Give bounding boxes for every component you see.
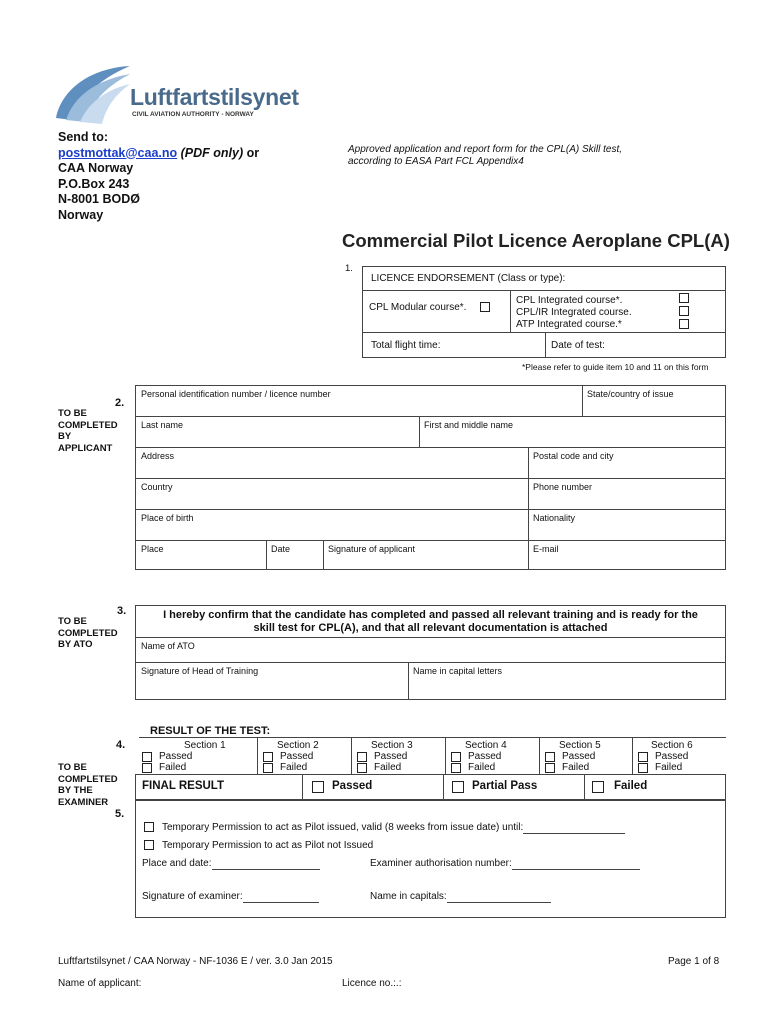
or-text: or [246, 145, 260, 160]
side-text: APPLICANT [58, 442, 113, 454]
send-to-heading: Send to: [58, 130, 108, 144]
ato-confirmation [136, 609, 725, 635]
section-label: Section 6 [651, 740, 693, 751]
side-text: BY THE [58, 785, 93, 796]
section-3-failed-checkbox[interactable] [357, 763, 367, 773]
failed-label: Failed [562, 762, 590, 773]
failed-label: Failed [159, 762, 187, 773]
examiner-signature-field[interactable] [243, 891, 319, 903]
side-text: COMPLETED [58, 419, 118, 431]
passed-label: Passed [468, 751, 502, 762]
address-line: CAA Norway [58, 161, 134, 175]
place-date-field[interactable] [212, 858, 320, 870]
nationality-label: Nationality [533, 513, 576, 523]
head-of-training-label: Signature of Head of Training [141, 666, 259, 676]
state-label: State/country of issue [587, 389, 674, 399]
endorsement-label: LICENCE ENDORSEMENT (Class or type): [371, 273, 566, 284]
guide-note: *Please refer to guide item 10 and 11 on this form [522, 362, 709, 372]
final-partial-label: Partial Pass [472, 780, 538, 792]
section-6-failed-checkbox[interactable] [638, 763, 648, 773]
email-label: E-mail [533, 544, 559, 554]
section-1-passed-checkbox[interactable] [142, 752, 152, 762]
address-label: Address [141, 451, 175, 461]
examiner-signature-line [142, 891, 319, 903]
cpl-integrated-label: CPL Integrated course*. [516, 295, 623, 306]
side-text: EXAMINER [58, 796, 109, 808]
page-number: Page 1 of 8 [668, 956, 720, 967]
section-result-2 [259, 738, 353, 774]
section-4-passed-checkbox[interactable] [451, 752, 461, 762]
country-label: Country [141, 482, 173, 492]
section-label: Section 5 [559, 740, 601, 751]
address-line: N-8001 BODØ [58, 192, 140, 206]
side-text: BY [58, 431, 72, 442]
footer-form-id: Luftfartstilsynet / CAA Norway - NF-1036 E / ver. 3.0 Jan 2015 [58, 956, 333, 967]
confirm-line-2: skill test for CPL(A), and that all relevant documentation is attached [253, 622, 608, 634]
failed-label: Failed [468, 762, 496, 773]
section-label: Section 3 [371, 740, 413, 751]
capital-letters-label: Name in capital letters [413, 666, 503, 676]
footer-name-applicant: Name of applicant: [58, 978, 142, 989]
cpl-ir-integrated-label: CPL/IR Integrated course. [516, 307, 632, 318]
cpl-integrated-checkbox[interactable] [679, 293, 689, 303]
section-1-failed-checkbox[interactable] [142, 763, 152, 773]
section-2-side-label [58, 408, 118, 454]
approved-line-2: according to EASA Part FCL Appendix4 [348, 156, 524, 167]
final-partial-checkbox[interactable] [452, 781, 464, 793]
section-result-6 [634, 738, 726, 774]
section-2-box [135, 385, 726, 570]
cpl-modular-label: CPL Modular course*. [369, 302, 467, 313]
section-5-box [135, 800, 726, 918]
section-result-5 [541, 738, 633, 774]
place-date-label: Place and date: [142, 858, 212, 869]
pdf-only-note: (PDF only) [180, 145, 244, 160]
name-capitals-line [370, 891, 551, 903]
examiner-auth-label: Examiner authorisation number: [370, 858, 512, 869]
temp-issued-label: Temporary Permission to act as Pilot issued, valid (8 weeks from issue date) until: [162, 822, 524, 833]
section-3-number: 3. [117, 605, 127, 617]
section-result-1 [139, 738, 257, 774]
side-text: COMPLETED [58, 773, 118, 785]
approved-note [348, 144, 622, 168]
section-3-box [135, 605, 726, 700]
address-line: Norway [58, 207, 104, 222]
side-text: COMPLETED [58, 627, 118, 639]
section-5-number: 5. [115, 808, 125, 820]
side-text: TO BE [58, 762, 87, 773]
section-2-passed-checkbox[interactable] [263, 752, 273, 762]
section-label: Section 1 [184, 740, 226, 751]
final-passed-checkbox[interactable] [312, 781, 324, 793]
passed-label: Passed [280, 751, 314, 762]
atp-integrated-label: ATP Integrated course.* [516, 319, 622, 330]
section-6-passed-checkbox[interactable] [638, 752, 648, 762]
temp-not-issued-label: Temporary Permission to act as Pilot not Issued [162, 840, 374, 851]
section-label: Section 2 [277, 740, 319, 751]
logo [52, 58, 299, 128]
name-capitals-label: Name in capitals: [370, 891, 447, 902]
cpl-modular-checkbox[interactable] [480, 302, 490, 312]
postal-label: Postal code and city [533, 451, 614, 461]
passed-label: Passed [562, 751, 596, 762]
sections-grid [139, 738, 726, 774]
email-link[interactable]: postmottak@caa.no [58, 145, 178, 160]
examiner-auth-line [370, 858, 640, 870]
section-label: Section 4 [465, 740, 507, 751]
last-name-label: Last name [141, 420, 184, 430]
final-result-row [135, 774, 726, 800]
pid-label: Personal identification number / licence number [141, 389, 331, 399]
send-to-email-line [58, 146, 259, 162]
examiner-auth-field[interactable] [512, 858, 640, 870]
passed-label: Passed [655, 751, 689, 762]
side-text: TO BE [58, 408, 87, 419]
passed-label: Passed [374, 751, 408, 762]
failed-label: Failed [374, 762, 402, 773]
section-2-failed-checkbox[interactable] [263, 763, 273, 773]
side-text: BY ATO [58, 639, 93, 650]
final-failed-checkbox[interactable] [592, 781, 604, 793]
total-flight-time-label: Total flight time: [371, 340, 441, 351]
section-4-number: 4. [116, 739, 126, 751]
confirm-line-1: I hereby confirm that the candidate has completed and passed all relevant training and is ready for the [163, 609, 698, 621]
section-3-side-label [58, 616, 118, 651]
approved-line-1: Approved application and report form for the CPL(A) Skill test, [348, 144, 623, 155]
logo-subtitle: CIVIL AVIATION AUTHORITY - NORWAY [132, 111, 254, 118]
examiner-signature-label: Signature of examiner: [142, 891, 243, 902]
cpl-ir-integrated-checkbox[interactable] [679, 306, 689, 316]
section-5-passed-checkbox[interactable] [545, 752, 555, 762]
section-3-passed-checkbox[interactable] [357, 752, 367, 762]
temp-issued-line [162, 822, 625, 834]
section-1-number: 1. [345, 263, 353, 274]
section-2-number: 2. [115, 397, 125, 409]
address-line: P.O.Box 243 [58, 176, 130, 191]
passed-label: Passed [159, 751, 193, 762]
logo-mark-icon [52, 58, 132, 128]
section-4-side-label [58, 762, 118, 808]
side-text: TO BE [58, 616, 87, 627]
integrated-options [516, 295, 632, 331]
send-to-block [58, 130, 259, 223]
place-date-line [142, 858, 320, 870]
footer-licence-no: Licence no.:.: [342, 978, 402, 989]
failed-label: Failed [280, 762, 308, 773]
section-4-failed-checkbox[interactable] [451, 763, 461, 773]
place-label: Place [141, 544, 164, 554]
page-title: Commercial Pilot Licence Aeroplane CPL(A) [342, 230, 730, 251]
failed-label: Failed [655, 762, 683, 773]
first-name-label: First and middle name [424, 420, 514, 430]
phone-label: Phone number [533, 482, 593, 492]
date-of-test-label: Date of test: [551, 340, 605, 351]
section-result-4 [447, 738, 541, 774]
signature-label: Signature of applicant [328, 544, 416, 554]
final-result-label: FINAL RESULT [142, 780, 224, 792]
temp-issued-checkbox[interactable] [144, 822, 154, 832]
atp-integrated-checkbox[interactable] [679, 319, 689, 329]
section-5-failed-checkbox[interactable] [545, 763, 555, 773]
valid-until-field[interactable] [523, 822, 625, 834]
final-failed-label: Failed [614, 780, 648, 792]
temp-not-issued-checkbox[interactable] [144, 840, 154, 850]
section-1-box [362, 266, 726, 358]
final-passed-label: Passed [332, 780, 373, 792]
date-label: Date [271, 544, 291, 554]
result-title: RESULT OF THE TEST: [150, 725, 271, 737]
logo-name: Luftfartstilsynet [130, 84, 299, 110]
place-of-birth-label: Place of birth [141, 513, 194, 523]
section-result-3 [353, 738, 447, 774]
name-capitals-field[interactable] [447, 891, 551, 903]
ato-name-label: Name of ATO [141, 641, 195, 651]
